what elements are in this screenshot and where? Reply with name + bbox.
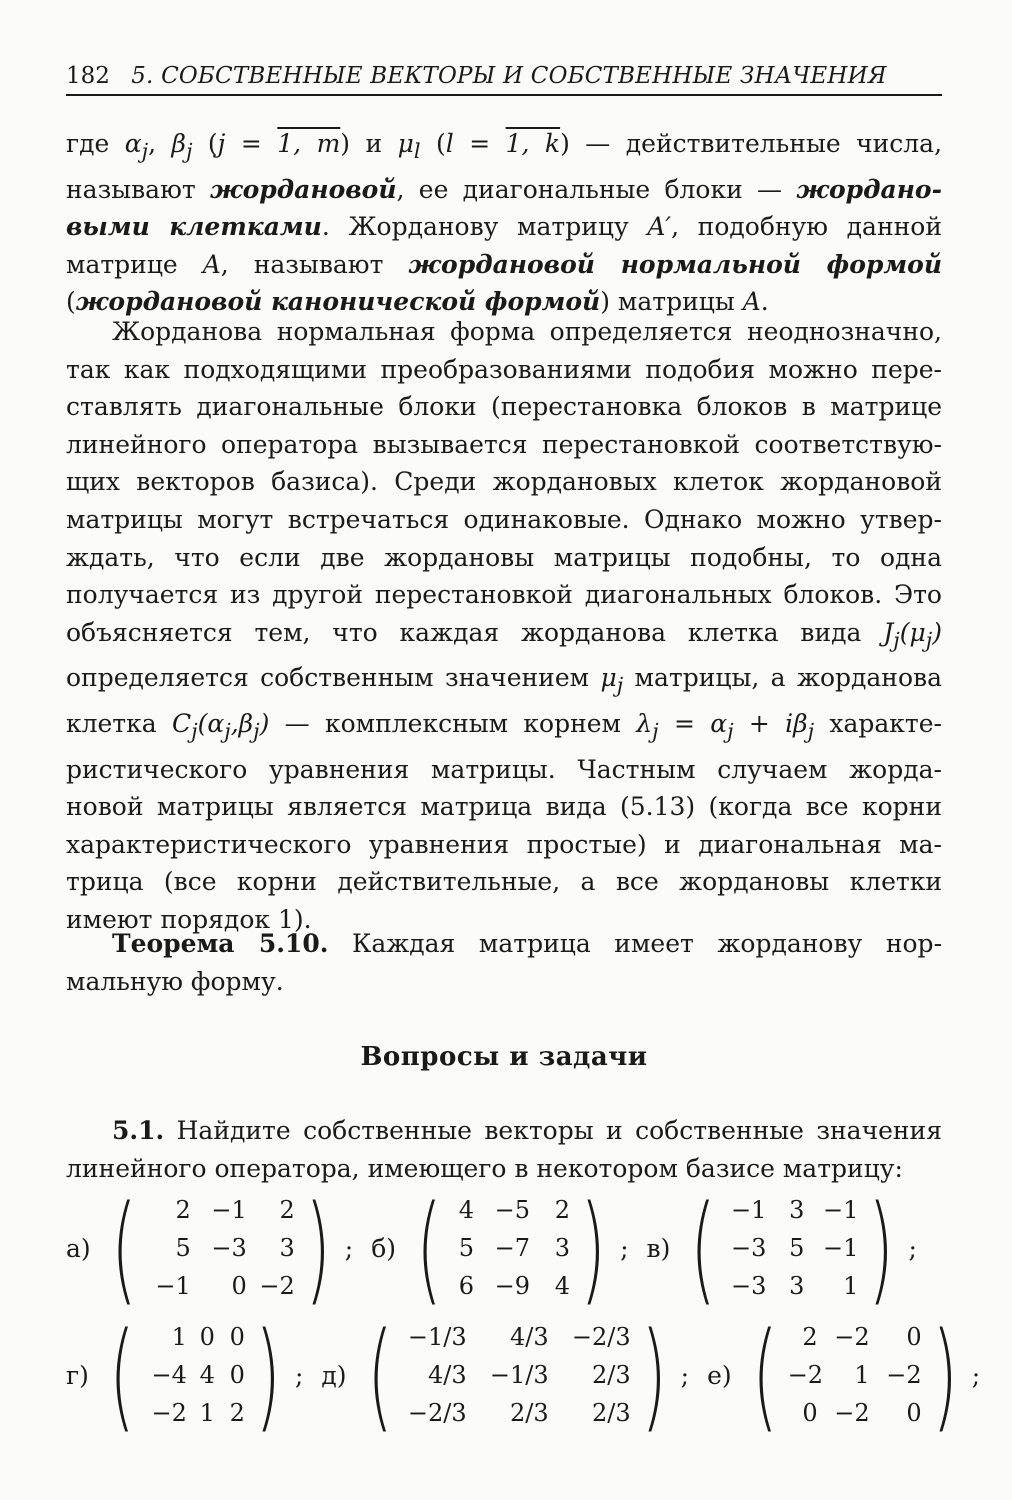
matrix-grid [145, 1319, 245, 1431]
math: J [883, 617, 894, 647]
matrix-cell: 5 [458, 1234, 475, 1262]
matrix-row-2 [66, 1306, 998, 1444]
term-bold: жордановыми клетками [66, 174, 942, 242]
math: C [171, 708, 192, 738]
matrix-cell: −2 [834, 1323, 870, 1351]
left-paren: ( [366, 1306, 393, 1444]
matrix-cell: −7 [494, 1234, 531, 1262]
term-bold: жордановой канонической формой [75, 287, 601, 317]
text: ) — действительные числа, называют [66, 129, 943, 204]
matrix-cell: −2 [787, 1361, 824, 1389]
matrix-item [66, 1179, 354, 1317]
text: , ее диагональные блоки — [396, 174, 797, 204]
math: A [742, 287, 761, 317]
right-paren: ) [932, 1306, 958, 1444]
matrix-cell: −2 [834, 1399, 870, 1427]
left-paren: ( [752, 1306, 778, 1444]
text: характеристического уравнения матрицы. Частным случаем жордановой матрицы является матрица вида (5.13) (когда все корни характеристического уравнения простые) и диагональная матрица (все корни действительные, а все жордановы клетки имеют порядок 1). [66, 708, 942, 934]
text: . Жорданову матрицу [321, 212, 648, 242]
separator: ; [908, 1233, 917, 1263]
math-sub: j [185, 139, 193, 163]
math: (α [197, 708, 225, 738]
matrix-label: е) [707, 1360, 732, 1390]
matrix-cell: −2 [259, 1272, 295, 1300]
matrix-label: б) [371, 1233, 397, 1263]
matrix-cell: −1 [211, 1196, 247, 1224]
math-range: 1, m [277, 129, 341, 158]
text: = [453, 129, 506, 158]
matrix-cell: 4/3 [509, 1323, 549, 1351]
matrix-cell: −4 [151, 1361, 187, 1389]
text: ( [192, 129, 218, 158]
text: где [66, 129, 125, 158]
matrix-grid [788, 1319, 922, 1431]
running-header [66, 62, 942, 96]
math: (μ [899, 617, 926, 647]
theorem-text: Каждая матрица имеет жорданову нормальную форму. [66, 929, 943, 996]
paragraph-1 [66, 125, 942, 321]
math: λ [636, 708, 653, 738]
matrix-cell: 3 [789, 1272, 805, 1300]
text: ) матрицы [600, 287, 743, 317]
math: μ [397, 129, 414, 158]
math-sub: j [652, 718, 659, 743]
page-number: 182 [66, 63, 110, 89]
math: ,β [230, 708, 254, 738]
math-sub: j [253, 718, 260, 743]
separator: ; [620, 1233, 629, 1263]
matrix-cell: 1 [843, 1272, 859, 1300]
left-paren: ( [416, 1179, 442, 1317]
matrix-cell: 2 [802, 1323, 818, 1351]
matrix-cell: 3 [789, 1196, 805, 1224]
right-paren: ) [255, 1306, 281, 1444]
matrix-cell: 4 [554, 1272, 571, 1300]
matrix-cell: 1 [854, 1361, 870, 1389]
matrix-cell: 2 [175, 1196, 191, 1224]
right-paren: ) [640, 1306, 667, 1444]
text: , называют [220, 249, 409, 279]
section-title: Вопросы и задачи [360, 1042, 648, 1072]
math-sub: j [807, 718, 815, 743]
matrix-cell: −1 [823, 1234, 859, 1262]
math-sub: j [224, 718, 231, 743]
matrix-cell: −1 [823, 1196, 859, 1224]
left-paren: ( [690, 1179, 717, 1317]
matrix-cell: 0 [906, 1399, 922, 1427]
math: = α [658, 708, 728, 738]
matrix-cell: 4 [199, 1361, 215, 1389]
theorem [66, 925, 942, 1000]
matrix-cell: −1 [731, 1196, 767, 1224]
matrix-cell: 0 [906, 1323, 922, 1351]
matrix-row-1 [66, 1179, 935, 1317]
matrix-cell: −1 [155, 1272, 191, 1300]
matrix-cell: 6 [458, 1272, 475, 1300]
math: ) [259, 708, 270, 738]
matrix-cell: 0 [229, 1323, 245, 1351]
math: j [217, 129, 226, 158]
separator: ; [294, 1360, 304, 1390]
text: , [148, 129, 172, 158]
matrix-cell: −2 [886, 1361, 922, 1389]
text: ( [66, 287, 76, 317]
text: ( [420, 129, 446, 158]
separator: ; [971, 1360, 981, 1390]
math: + iβ [733, 708, 808, 738]
matrix-cell: 4 [458, 1196, 475, 1224]
math-sub: j [727, 718, 734, 743]
matrix-label: в) [646, 1233, 671, 1263]
math-sub: j [925, 627, 933, 652]
matrix-cell: 0 [199, 1323, 215, 1351]
matrix-cell: −1/3 [489, 1361, 549, 1389]
matrix-item [646, 1179, 917, 1317]
matrix-cell: 0 [229, 1361, 245, 1389]
right-paren: ) [868, 1179, 895, 1317]
matrix-item [371, 1179, 629, 1317]
matrix-cell: −3 [211, 1234, 247, 1262]
math: A′ [647, 212, 672, 242]
problem-text: Найдите собственные векторы и собственные значения линейного оператора, имеющего в некотором базисе матрицу: [66, 1116, 942, 1183]
chapter-title: 5. СОБСТВЕННЫЕ ВЕКТОРЫ И СОБСТВЕННЫЕ ЗНАЧЕНИЯ [131, 63, 887, 89]
text: = [225, 129, 278, 158]
text: . [760, 287, 769, 317]
math: A [202, 249, 221, 279]
matrix-cell: −3 [731, 1234, 767, 1262]
math-sub: j [893, 627, 900, 652]
text: — комплексным корнем [269, 708, 637, 738]
matrix-cell: −3 [731, 1272, 767, 1300]
matrix-cell: 2 [229, 1399, 245, 1427]
math: μ [600, 663, 617, 693]
matrix-cell: 2 [554, 1196, 571, 1224]
matrix-label: д) [321, 1360, 347, 1390]
text: ) и [340, 129, 398, 158]
matrix-cell: 2/3 [591, 1399, 631, 1427]
matrix-grid [726, 1192, 858, 1304]
text: Жорданова нормальная форма определяется неоднозначно, так как подходящими преобразованиями подобия можно переставлять диагональные блоки (перестановка блоков в матрице линейного оператора вызывается перестановкой соответствующих векторов базиса). Среди жордановых клеток жордановой матрицы могут встречаться одинаковые. Однако можно утверждать, что если две жордановы матрицы подобны, то одна получается из другой перестановкой диагональных блоков. Это объясняется тем, что каждая жорданова клетка вида [66, 317, 942, 647]
matrix-cell: 2/3 [591, 1361, 631, 1389]
text: , подобную данной матрице [66, 212, 942, 279]
matrix-cell: 5 [789, 1234, 805, 1262]
term-bold: жордановой нормальной формой [408, 249, 942, 279]
matrix-cell: 5 [175, 1234, 191, 1262]
math-range: 1, k [505, 129, 561, 158]
separator: ; [344, 1233, 354, 1263]
matrix-grid [403, 1319, 631, 1431]
math-sub: j [191, 718, 198, 743]
math-sub: j [616, 673, 624, 698]
left-paren: ( [111, 1179, 137, 1317]
math: ) [932, 617, 942, 647]
matrix-cell: −2/3 [571, 1323, 631, 1351]
math: β [171, 129, 186, 158]
problem-number: 5.1. [112, 1116, 165, 1145]
matrix-cell: −2 [151, 1399, 187, 1427]
matrix-cell: −1/3 [407, 1323, 467, 1351]
matrix-cell: −5 [494, 1196, 531, 1224]
matrix-cell: 1 [199, 1399, 215, 1427]
left-paren: ( [109, 1306, 135, 1444]
term-bold: жордановой [209, 174, 397, 204]
matrix-cell: 3 [279, 1234, 295, 1262]
text: определяется собственным значением [66, 663, 601, 693]
matrix-cell: 3 [554, 1234, 571, 1262]
matrix-item [66, 1306, 304, 1444]
math-sub: j [141, 139, 149, 163]
matrix-item [707, 1306, 981, 1444]
matrix-label: г) [66, 1360, 89, 1390]
matrix-cell: 0 [802, 1399, 818, 1427]
math-sub: l [413, 139, 421, 163]
matrix-cell: 2/3 [509, 1399, 549, 1427]
matrix-label: а) [66, 1233, 91, 1263]
text: матрицы, а жорданова клетка [66, 663, 942, 738]
right-paren: ) [305, 1179, 331, 1317]
paragraph-2 [66, 313, 942, 939]
right-paren: ) [580, 1179, 606, 1317]
matrix-item [321, 1306, 690, 1444]
problem [66, 1112, 942, 1187]
matrix-grid [147, 1192, 295, 1304]
theorem-label: Теорема 5.10. [112, 929, 329, 958]
matrix-cell: −2/3 [407, 1399, 467, 1427]
matrix-cell: −9 [494, 1272, 531, 1300]
matrix-cell: 4/3 [427, 1361, 467, 1389]
math: l [445, 129, 454, 158]
matrix-grid [452, 1192, 570, 1304]
separator: ; [680, 1360, 690, 1390]
matrix-cell: 0 [231, 1272, 247, 1300]
math: α [124, 129, 142, 158]
matrix-cell: 1 [171, 1323, 187, 1351]
matrix-cell: 2 [279, 1196, 295, 1224]
